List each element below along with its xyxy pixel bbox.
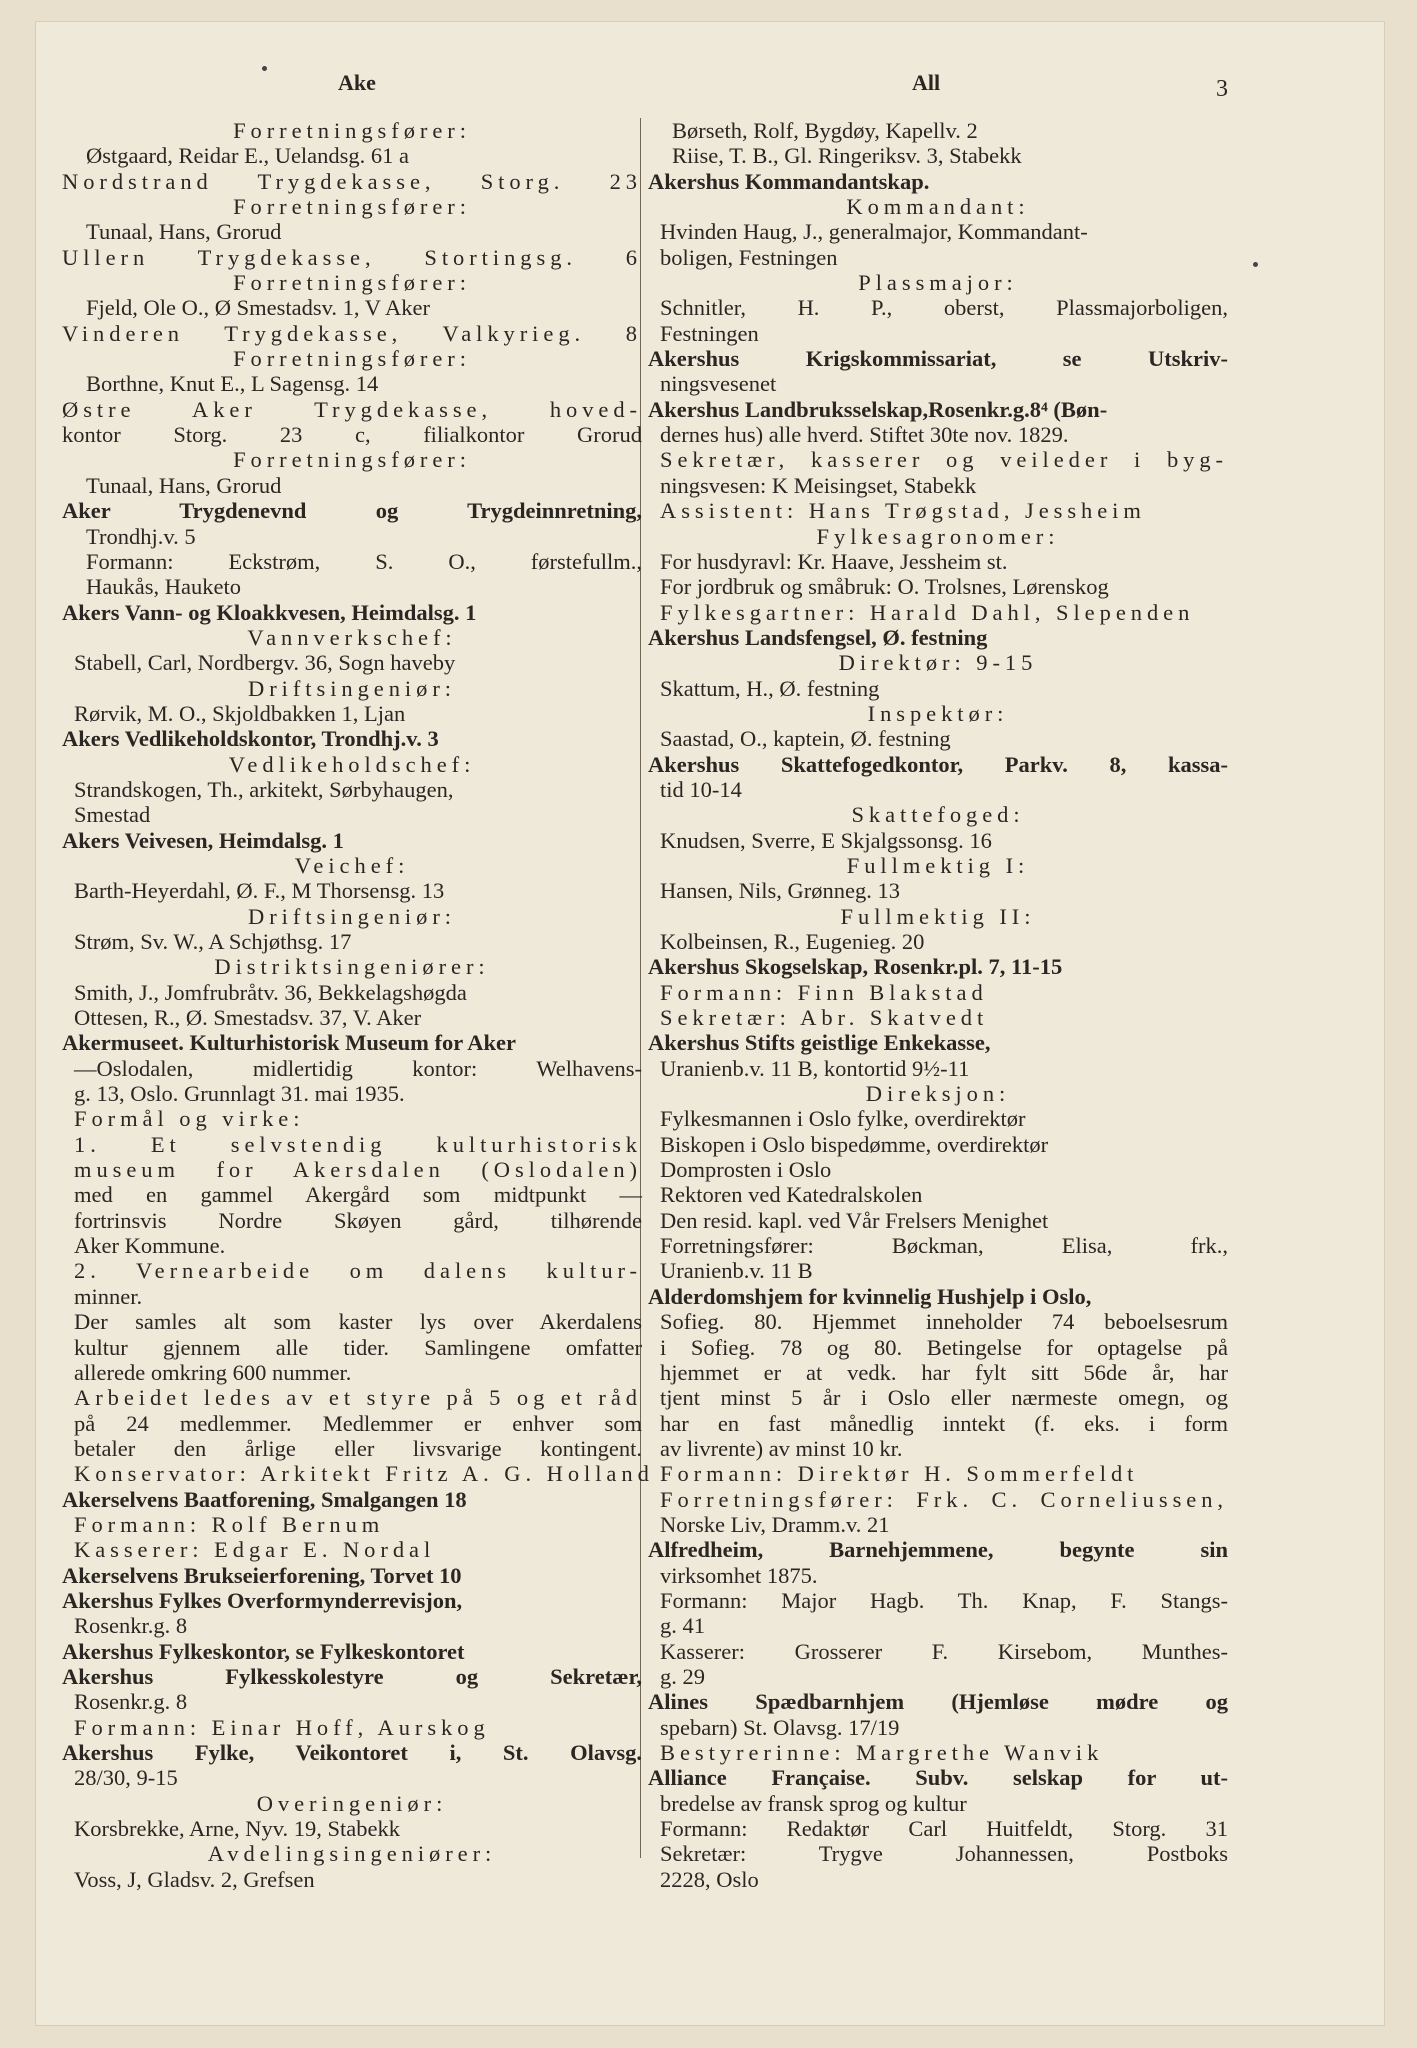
entry-line: Skattum, H., Ø. festning <box>660 675 880 701</box>
entry-heading: Alderdomshjem for kvinnelig Hushjelp i Oslo, <box>648 1283 1092 1309</box>
entry-line: Sekretær: Abr. Skatvedt <box>660 1005 989 1031</box>
entry-heading: Akers Veivesen, Heimdalsg. 1 <box>62 827 344 853</box>
entry-line: minner. <box>74 1283 143 1309</box>
role-heading: Fullmektig II: <box>840 903 1036 929</box>
entry-heading: Akershus Landbruksselskap,Rosenkr.g.8⁴ (Bøn- <box>648 396 1108 422</box>
entry-line: Kasserer: Grosserer F. Kirsebom, Munthes- <box>660 1638 1228 1664</box>
entry-line: 2228, Oslo <box>660 1866 759 1892</box>
entry-line: ningsvesen: K Meisingset, Stabekk <box>660 472 977 498</box>
entry-line: Smestad <box>74 802 151 828</box>
entry-line: Hvinden Haug, J., generalmajor, Kommandant- <box>660 219 1088 245</box>
entry-line: 2. Vernearbeide om dalens kultur- <box>74 1258 642 1284</box>
entry-line: dernes hus) alle hverd. Stiftet 30te nov. 1829. <box>660 422 1069 448</box>
entry-line: Formann: Einar Hoff, Aurskog <box>74 1714 490 1740</box>
entry-line: av livrente) av minst 10 kr. <box>660 1435 903 1461</box>
entry-heading: Alfredheim, Barnehjemmene, begynte sin <box>648 1537 1228 1563</box>
entry-line: Kasserer: Edgar E. Nordal <box>74 1537 436 1563</box>
entry-line: Strøm, Sv. W., A Schjøthsg. 17 <box>74 929 352 954</box>
entry-line: Fylkesgartner: Harald Dahl, Slependen <box>660 599 1195 625</box>
entry-heading: Akers Vedlikeholdskontor, Trondhj.v. 3 <box>62 726 439 752</box>
entry-line: Rektoren ved Katedralskolen <box>660 1182 923 1208</box>
entry-line: Aker Kommune. <box>74 1233 226 1259</box>
role-heading: Forretningsfører: <box>233 270 471 296</box>
entry-line: g. 41 <box>660 1613 705 1639</box>
entry-heading: Aker Trygdenevnd og Trygdeinnretning, <box>62 498 642 524</box>
entry-line: Barth-Heyerdahl, Ø. F., M Thorsensg. 13 <box>74 878 445 904</box>
entry-line: Riise, T. B., Gl. Ringeriksv. 3, Stabekk <box>672 143 1022 169</box>
entry-line: Den resid. kapl. ved Vår Frelsers Menighet <box>660 1207 1049 1233</box>
print-mark <box>1253 262 1258 267</box>
entry-line: Sofieg. 80. Hjemmet inneholder 74 beboelsesrum <box>660 1309 1228 1335</box>
entry-heading: Alines Spædbarnhjem (Hjemløse mødre og <box>648 1689 1228 1715</box>
entry-line: tid 10-14 <box>660 776 742 802</box>
running-head-center: All <box>912 70 941 95</box>
entry-line: Haukås, Hauketo <box>86 574 241 600</box>
entry-line: Korsbrekke, Arne, Nyv. 19, Stabekk <box>74 1816 400 1842</box>
entry-heading: Akershus Stifts geistlige Enkekasse, <box>648 1030 991 1056</box>
role-heading: Direksjon: <box>865 1081 1011 1107</box>
entry-line: kultur gjennem alle tider. Samlingene omfatter <box>74 1334 642 1360</box>
entry-line: Børseth, Rolf, Bygdøy, Kapellv. 2 <box>672 118 978 143</box>
left-column <box>62 118 654 1892</box>
role-heading: Vedlikeholdschef: <box>228 751 476 777</box>
entry-line: Formann: Eckstrøm, S. O., førstefullm., <box>86 548 642 574</box>
entry-heading: Østre Aker Trygdekasse, hoved- <box>62 396 642 422</box>
entry-line: Festningen <box>660 320 759 346</box>
entry-heading: Vinderen Trygdekasse, Valkyrieg. 8 <box>62 320 642 346</box>
entry-heading: Alliance Française. Subv. selskap for ut- <box>648 1765 1228 1791</box>
entry-line: Ottesen, R., Ø. Smestadsv. 37, V. Aker <box>74 1005 422 1031</box>
entry-line: fortrinsvis Nordre Skøyen gård, tilhørende <box>74 1207 642 1233</box>
entry-line: Bestyrerinne: Margrethe Wanvik <box>660 1740 1104 1765</box>
role-heading: Distriktsingeniører: <box>214 954 490 980</box>
entry-line: Voss, J, Gladsv. 2, Grefsen <box>74 1866 315 1892</box>
entry-line: Smith, J., Jomfrubråtv. 36, Bekkelagshøgda <box>74 979 467 1005</box>
entry-heading: Ullern Trygdekasse, Stortingsg. 6 <box>62 244 642 270</box>
entry-heading: Akermuseet. Kulturhistorisk Museum for Aker <box>62 1030 516 1056</box>
entry-line: betaler den årlige eller livsvarige kontingent. <box>74 1435 642 1461</box>
entry-line: Arbeidet ledes av et styre på 5 og et råd <box>74 1385 642 1411</box>
entry-line: Rørvik, M. O., Skjoldbakken 1, Ljan <box>74 700 406 726</box>
entry-heading: Akershus Skattefogedkontor, Parkv. 8, kassa- <box>648 751 1228 777</box>
entry-line: Domprosten i Oslo <box>660 1157 832 1183</box>
entry-line: Formann: Major Hagb. Th. Knap, F. Stangs- <box>660 1587 1228 1613</box>
role-heading: Forretningsfører: <box>233 447 471 473</box>
entry-line: Uranienb.v. 11 B <box>660 1258 813 1284</box>
entry-line: For husdyravl: Kr. Haave, Jessheim st. <box>660 548 1008 574</box>
entry-heading: Akershus Fylkeskontor, se Fylkeskontoret <box>62 1638 465 1664</box>
entry-heading: Akerselvens Baatforening, Smalgangen 18 <box>62 1486 467 1512</box>
entry-line: med en gammel Akergård som midtpunkt — <box>74 1182 642 1208</box>
entry-heading: Akershus Kommandantskap. <box>648 168 930 194</box>
entry-line: Rosenkr.g. 8 <box>74 1613 188 1639</box>
role-heading: Kommandant: <box>846 194 1030 220</box>
role-heading: Direktør: 9-15 <box>838 650 1038 676</box>
entry-line: g. 13, Oslo. Grunnlagt 31. mai 1935. <box>74 1081 405 1107</box>
role-heading: Inspektør: <box>867 700 1009 726</box>
entry-heading: Nordstrand Trygdekasse, Storg. 23 <box>62 168 642 194</box>
role-heading: Driftsingeniør: <box>248 903 456 929</box>
entry-line: Østgaard, Reidar E., Uelandsg. 61 a <box>86 143 410 169</box>
entry-line: bredelse av fransk sprog og kultur <box>660 1790 967 1816</box>
role-heading: Veichef: <box>294 852 410 878</box>
entry-heading: Akerselvens Brukseierforening, Torvet 10 <box>62 1562 462 1588</box>
entry-line: Uranienb.v. 11 B, kontortid 9½-11 <box>660 1055 970 1081</box>
entry-line: Norske Liv, Dramm.v. 21 <box>660 1511 890 1537</box>
entry-line: Schnitler, H. P., oberst, Plassmajorboligen, <box>660 295 1228 321</box>
entry-heading: Akershus Fylke, Veikontoret i, St. Olavsg. <box>62 1740 642 1765</box>
entry-line: virksomhet 1875. <box>660 1562 818 1588</box>
right-column <box>648 118 1228 1892</box>
entry-line: 28/30, 9-15 <box>74 1765 178 1791</box>
entry-line: g. 29 <box>660 1663 705 1689</box>
entry-line: Saastad, O., kaptein, Ø. festning <box>660 726 951 752</box>
entry-line: Strandskogen, Th., arkitekt, Sørbyhaugen, <box>74 776 454 802</box>
print-mark <box>262 66 267 71</box>
entry-line: Tunaal, Hans, Grorud <box>86 472 282 498</box>
entry-line: Knudsen, Sverre, E Skjalgssonsg. 16 <box>660 827 992 853</box>
entry-line: kontor Storg. 23 c, filialkontor Grorud <box>62 422 642 448</box>
entry-line: Konservator: Arkitekt Fritz A. G. Holland <box>74 1461 654 1487</box>
entry-line: Sekretær: Trygve Johannessen, Postboks <box>660 1841 1228 1867</box>
entry-line: Formann: Redaktør Carl Huitfeldt, Storg. 31 <box>660 1816 1228 1842</box>
entry-line: Assistent: Hans Trøgstad, Jessheim <box>660 498 1146 524</box>
entry-line: Rosenkr.g. 8 <box>74 1689 188 1715</box>
entry-line: på 24 medlemmer. Medlemmer er enhver som <box>74 1410 642 1436</box>
entry-line: Sekretær, kasserer og veileder i byg- <box>660 447 1228 473</box>
role-heading: Skattefoged: <box>851 802 1025 828</box>
entry-heading: Akershus Fylkes Overformynderrevisjon, <box>62 1587 463 1613</box>
entry-line: Fylkesmannen i Oslo fylke, overdirektør <box>660 1106 1026 1132</box>
entry-line: 1. Et selvstendig kulturhistorisk <box>74 1131 642 1157</box>
page-number: 3 <box>1216 76 1228 102</box>
entry-line: museum for Akersdalen (Oslodalen) <box>74 1157 642 1183</box>
role-heading: Overingeniør: <box>256 1790 448 1816</box>
role-heading: Fylkesagronomer: <box>816 523 1060 549</box>
entry-line: Forretningsfører: Bøckman, Elisa, frk., <box>660 1233 1228 1259</box>
entry-line: Formann: Finn Blakstad <box>660 979 988 1005</box>
entry-line: spebarn) St. Olavsg. 17/19 <box>660 1714 900 1740</box>
role-heading: Vannverkschef: <box>247 624 457 650</box>
entry-line: Borthne, Knut E., L Sagensg. 14 <box>86 371 379 397</box>
entry-heading: Akershus Fylkesskolestyre og Sekretær, <box>62 1663 642 1689</box>
entry-line: i Sofieg. 78 og 80. Betingelse for optagelse på <box>660 1334 1228 1360</box>
running-head-left: Ake <box>338 70 376 95</box>
entry-heading: Akershus Skogselskap, Rosenkr.pl. 7, 11-15 <box>648 954 1063 980</box>
entry-line: Kolbeinsen, R., Eugenieg. 20 <box>660 929 925 954</box>
entry-line: Trondhj.v. 5 <box>86 523 196 549</box>
entry-line: Biskopen i Oslo bispedømme, overdirektør <box>660 1131 1049 1157</box>
entry-line: ningsvesenet <box>660 371 777 397</box>
role-heading: Forretningsfører: <box>233 346 471 372</box>
role-heading: Forretningsfører: <box>233 194 471 220</box>
entry-line: Stabell, Carl, Nordbergv. 36, Sogn haveby <box>74 650 456 676</box>
entry-line: Hansen, Nils, Grønneg. 13 <box>660 878 900 904</box>
entry-line: —Oslodalen, midlertidig kontor: Welhavens- <box>74 1055 642 1081</box>
entry-line: Tunaal, Hans, Grorud <box>86 219 282 245</box>
entry-line: boligen, Festningen <box>660 244 838 270</box>
entry-line: Formål og virke: <box>74 1106 305 1132</box>
entry-line: Der samles alt som kaster lys over Akerdalens <box>74 1309 642 1335</box>
entry-line: Fjeld, Ole O., Ø Smestadsv. 1, V Aker <box>86 295 430 321</box>
entry-heading: Akershus Landsfengsel, Ø. festning <box>648 624 988 650</box>
entry-line: Formann: Rolf Bernum <box>74 1511 385 1537</box>
role-heading: Forretningsfører: <box>233 118 471 143</box>
entry-line: Formann: Direktør H. Sommerfeldt <box>660 1461 1139 1487</box>
entry-line: har en fast månedlig inntekt (f. eks. i form <box>660 1410 1228 1436</box>
role-heading: Plassmajor: <box>858 270 1018 296</box>
entry-line: tjent minst 5 år i Oslo eller nærmeste omegn, og <box>660 1385 1228 1411</box>
role-heading: Fullmektig I: <box>846 852 1030 878</box>
entry-line: hjemmet er at vedk. har fylt sitt 56de år, har <box>660 1359 1228 1385</box>
entry-line: For jordbruk og småbruk: O. Trolsnes, Lørenskog <box>660 574 1109 600</box>
role-heading: Driftsingeniør: <box>248 675 456 701</box>
role-heading: Avdelingsingeniører: <box>207 1841 497 1867</box>
entry-heading: Akershus Krigskommissariat, se Utskriv- <box>648 346 1228 372</box>
entry-heading: Akers Vann- og Kloakkvesen, Heimdalsg. 1 <box>62 599 477 625</box>
entry-line: Forretningsfører: Frk. C. Corneliussen, <box>660 1486 1228 1512</box>
entry-line: allerede omkring 600 nummer. <box>74 1359 352 1385</box>
